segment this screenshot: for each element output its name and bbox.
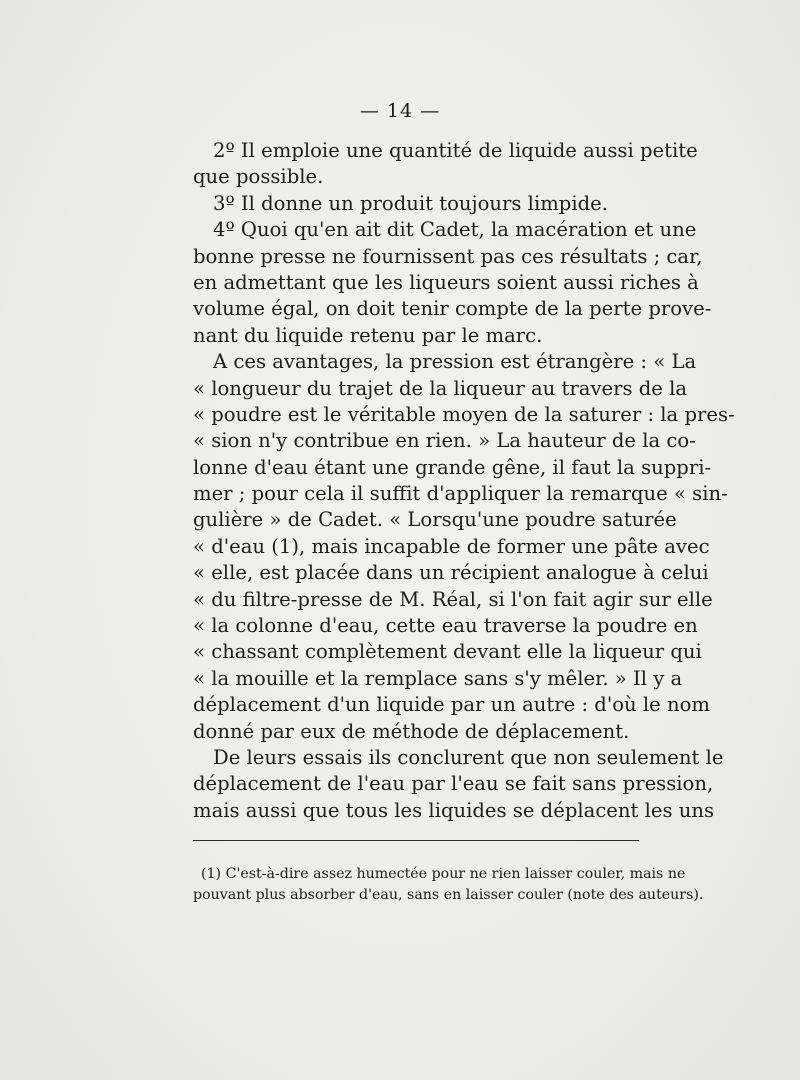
text-line: lonne d'eau étant une grande gêne, il faut la suppri- bbox=[193, 455, 712, 479]
text-line: nant du liquide retenu par le marc. bbox=[193, 323, 543, 347]
text-line: « poudre est le véritable moyen de la saturer : la pres- bbox=[193, 402, 735, 426]
body-text bbox=[193, 138, 735, 824]
text-line: gulière » de Cadet. « Lorsqu'une poudre saturée bbox=[193, 508, 677, 532]
paragraph-2 bbox=[193, 138, 698, 191]
text-line: volume égal, on doit tenir compte de la perte prove- bbox=[193, 297, 712, 321]
text-line: « longueur du trajet de la liqueur au travers de la bbox=[193, 376, 688, 400]
text-line: déplacement de l'eau par l'eau se fait sans pression, bbox=[193, 772, 714, 796]
text-line: « chassant complètement devant elle la liqueur qui bbox=[193, 640, 702, 664]
footnote-line: (1) C'est-à-dire assez humectée pour ne rien laisser couler, mais ne bbox=[201, 866, 686, 882]
text-line: déplacement d'un liquide par un autre : d'où le nom bbox=[193, 693, 710, 717]
text-line: « la colonne d'eau, cette eau traverse la poudre en bbox=[193, 614, 698, 638]
text-line: A ces avantages, la pression est étrangère : « La bbox=[213, 350, 697, 374]
text-line: 3º Il donne un produit toujours limpide. bbox=[213, 191, 608, 215]
paragraph-3 bbox=[193, 191, 639, 217]
text-line: 4º Quoi qu'en ait dit Cadet, la macération et une bbox=[213, 218, 697, 242]
text-line: mais aussi que tous les liquides se déplacent les uns bbox=[193, 798, 715, 822]
footnote-divider bbox=[193, 840, 639, 841]
text-line: mer ; pour cela il suffit d'appliquer la remarque « sin- bbox=[193, 482, 728, 506]
text-line: « elle, est placée dans un récipient analogue à celui bbox=[193, 561, 709, 585]
text-line: donné par eux de méthode de déplacement. bbox=[193, 719, 630, 743]
text-line: bonne presse ne fournissent pas ces résultats ; car, bbox=[193, 244, 703, 268]
page-number: — 14 — bbox=[359, 100, 441, 122]
text-line: « du filtre-presse de M. Réal, si l'on fait agir sur elle bbox=[193, 587, 713, 611]
text-line: « sion n'y contribue en rien. » La hauteur de la co- bbox=[193, 429, 696, 453]
text-line: « d'eau (1), mais incapable de former une pâte avec bbox=[193, 534, 710, 558]
paragraph-essais bbox=[193, 745, 724, 824]
text-line: en admettant que les liqueurs soient aussi riches à bbox=[193, 270, 699, 294]
text-line: que possible. bbox=[193, 165, 324, 189]
footnote bbox=[193, 864, 704, 906]
paragraph-avantages bbox=[193, 349, 735, 745]
text-line: De leurs essais ils conclurent que non seulement le bbox=[213, 745, 724, 769]
footnote-line: pouvant plus absorber d'eau, sans en laisser couler (note des auteurs). bbox=[193, 887, 704, 903]
text-line: 2º Il emploie une quantité de liquide aussi petite bbox=[213, 139, 698, 162]
paragraph-4 bbox=[193, 217, 712, 349]
text-line: « la mouille et la remplace sans s'y mêler. » Il y a bbox=[193, 666, 683, 690]
